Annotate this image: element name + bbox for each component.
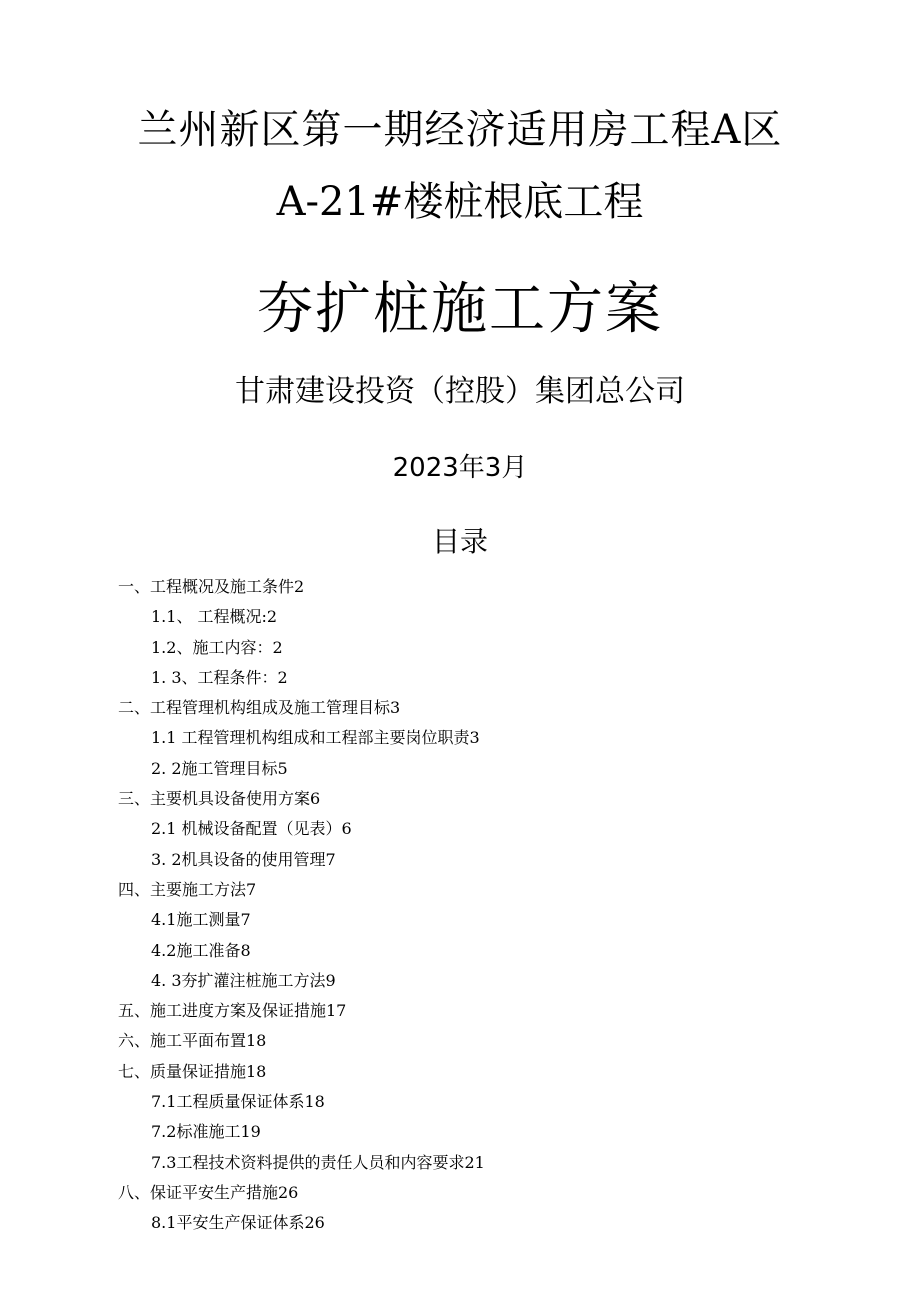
- toc-subsection-entry[interactable]: 7.2标准施工19: [151, 1122, 261, 1142]
- toc-subsection-entry[interactable]: 1.2、施工内容：2: [151, 637, 283, 657]
- project-title-line2: A-21#楼桩根底工程: [276, 179, 644, 225]
- toc-subsection-entry[interactable]: 1.1 工程管理机构组成和工程部主要岗位职责3: [151, 728, 480, 748]
- toc-subsection-entry[interactable]: 3. 2机具设备的使用管理7: [151, 849, 336, 869]
- toc-section-entry[interactable]: 一、工程概况及施工条件2: [118, 577, 305, 596]
- toc-subsection-entry[interactable]: 4. 3夯扩灌注桩施工方法9: [151, 970, 336, 990]
- toc-subsection-entry[interactable]: 8.1平安生产保证体系26: [151, 1213, 325, 1233]
- toc-section-entry[interactable]: 七、质量保证措施18: [118, 1061, 267, 1081]
- toc-heading: 目录: [431, 525, 488, 558]
- toc-section-entry[interactable]: 四、主要施工方法7: [118, 879, 257, 899]
- company-name: 甘肃建设投资（控股）集团总公司: [235, 374, 685, 409]
- toc-subsection-entry[interactable]: 1.1、 工程概况:2: [151, 607, 278, 627]
- toc-subsection-entry[interactable]: 4.1施工测量7: [151, 910, 251, 930]
- toc-section-entry[interactable]: 二、工程管理机构组成及施工管理目标3: [118, 698, 401, 718]
- plan-title: 夯扩桩施工方案: [257, 277, 663, 342]
- toc-subsection-entry[interactable]: 1. 3、工程条件：2: [151, 667, 288, 687]
- toc-subsection-entry[interactable]: 2. 2施工管理目标5: [151, 758, 288, 778]
- document-date: 2023年3月: [392, 453, 528, 483]
- table-of-contents: [0, 572, 920, 1239]
- toc-section-entry[interactable]: 五、施工进度方案及保证措施17: [118, 1001, 347, 1021]
- toc-section-entry[interactable]: 三、主要机具设备使用方案6: [118, 789, 321, 809]
- toc-subsection-entry[interactable]: 2.1 机械设备配置（见表）6: [151, 819, 352, 839]
- toc-section-entry[interactable]: 六、施工平面布置18: [118, 1031, 267, 1051]
- toc-subsection-entry[interactable]: 7.1工程质量保证体系18: [151, 1092, 325, 1112]
- toc-subsection-entry[interactable]: 4.2施工准备8: [151, 940, 251, 960]
- toc-subsection-entry[interactable]: 7.3工程技术资料提供的责任人员和内容要求21: [151, 1152, 485, 1172]
- toc-section-entry[interactable]: 八、保证平安生产措施26: [118, 1182, 299, 1202]
- project-title-line1: 兰州新区第一期经济适用房工程A区: [137, 107, 783, 153]
